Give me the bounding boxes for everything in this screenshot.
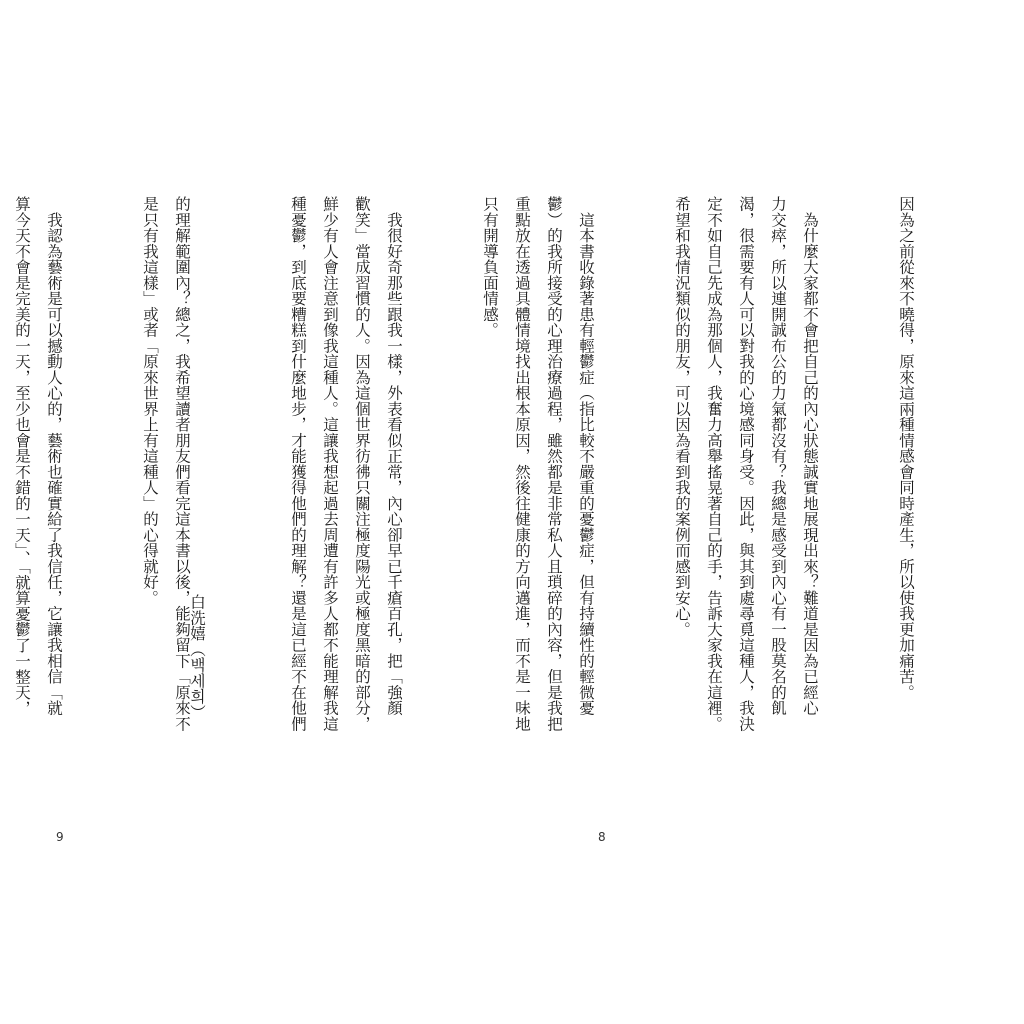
paragraph: 的理解範圍內？總之，我希望讀者朋友們看完這本書以後，能夠留下「原來不 是只有我這樣」或者「原來世界上有這種人」的心得就好。 bbox=[141, 196, 191, 732]
page-number-left: 9 bbox=[56, 830, 64, 844]
paragraph: 為什麼大家都不會把自己的內心狀態誠實地展現出來？難道是因為已經心 力交瘁，所以連開誠布公的力氣都沒有？我總是感受到內心有一股莫名的飢 渴，很需要有人可以對我的心境感同身受。因此，與其到處尋覓這種人，我決 定不如自己先成為那個人，我奮力高舉搖晃著自己的手，告訴大家我在這裡。 希望和我情況類似的朋友，可以因為看到我的案例而感到安心。 bbox=[673, 196, 819, 732]
author-signature: 白洗嬉（백세희） bbox=[188, 594, 206, 720]
paragraph: 我很好奇那些跟我一樣，外表看似正常，內心卻早已千瘡百孔，把「強顏 歡笑」當成習慣的人。因為這個世界彷彿只關注極度陽光或極度黑暗的部分， 鮮少有人會注意到像我這種人。這讓我想起過去周遭有許多人都不能理解我這 種憂鬱，到底要糟糕到什麼地步，才能獲得他們的理解？還是這已經不在他們 bbox=[289, 196, 403, 732]
right-page-text bbox=[218, 196, 986, 736]
paragraph: 這本書收錄著患有輕鬱症（指比較不嚴重的憂鬱症，但有持續性的輕微憂 鬱）的我所接受的心理治療過程，雖然都是非常私人且瑣碎的內容，但是我把 重點放在透過具體情境找出根本原因，然後往健康的方向邁進，而不是一味地 只有開導負面情感。 bbox=[481, 196, 595, 732]
paragraph: 因為之前從來不曉得，原來這兩種情感會同時產生，所以使我更加痛苦。 bbox=[897, 196, 915, 700]
paragraph: 我認為藝術是可以撼動人心的，藝術也確實給了我信任，它讓我相信「就 算今天不會是完美的一天，至少也會是不錯的一天」、「就算憂鬱了一整天， bbox=[13, 196, 63, 716]
right-page bbox=[289, 0, 1024, 1024]
page-number-right: 8 bbox=[598, 830, 606, 844]
